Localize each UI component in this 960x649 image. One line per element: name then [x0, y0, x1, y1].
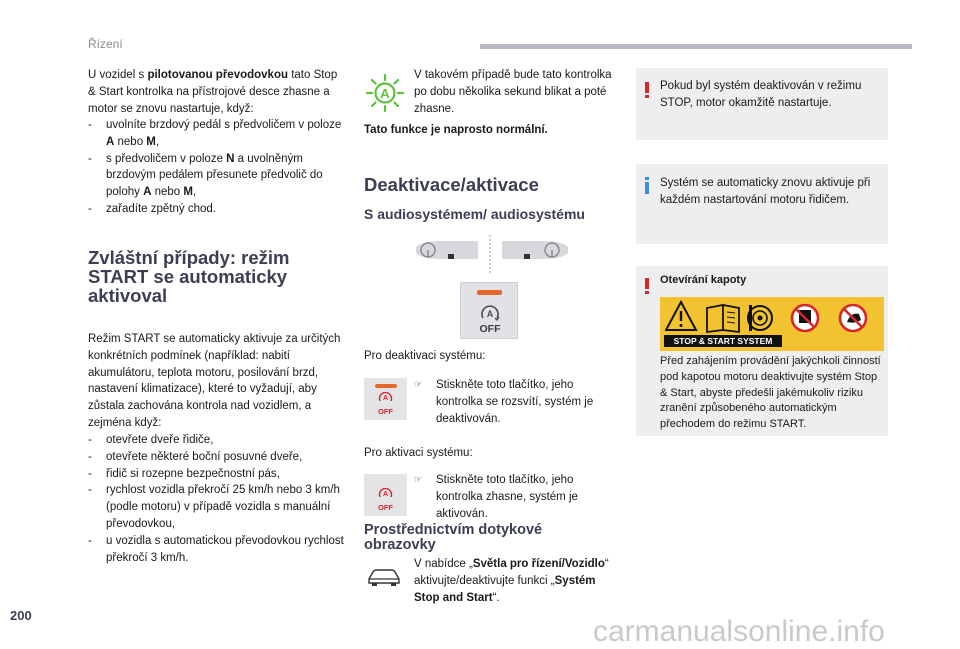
list-item: - s předvoličem v poloze N a uvolněným brzdovým pedálem přesunete předvolič do polohy A nebo M,: [88, 151, 343, 201]
bonnet-title: Otevírání kapoty: [660, 274, 747, 286]
start-mode-paragraph: Režim START se automaticky aktivuje za určitých konkrétních podmínek (například: nabití akumulátoru, teplota motoru, posilování brzd, nastavení klimatizace), které to vyžadují, aby zůstala zachována kontrola nad vozidlem, a zejména když:: [88, 333, 341, 429]
warning-box-bonnet: [636, 266, 888, 436]
touchscreen-instruction: V nabídce „Světla pro řízení/Vozidlo“ aktivujte/deaktivujte funkci „Systém Stop and Start“.: [414, 558, 609, 604]
page-number: 200: [10, 608, 32, 623]
steering-wheel-controls-illustration: [412, 233, 572, 277]
list-item: - u vozidla s automatickou převodovkou rychlost překročí 3 km/h.: [88, 533, 345, 567]
release-conditions-list: [88, 117, 343, 218]
section-title: Řízení: [88, 37, 123, 51]
info-box-auto-reactivation: Systém se automaticky znovu aktivuje při každém nastartování motoru řidičem.: [636, 164, 888, 244]
a-off-button-icon: [460, 282, 518, 339]
svg-text:A: A: [380, 86, 390, 101]
stop-start-a-icon: [364, 72, 406, 112]
car-touchscreen-icon: [366, 565, 402, 587]
bullet-arrow-icon: ☞: [414, 475, 423, 485]
list-item: - uvolníte brzdový pedál s předvoličem v poloze A nebo M,: [88, 117, 343, 151]
svg-text:A: A: [382, 491, 389, 498]
list-item: - otevřete dveře řidiče,: [88, 432, 345, 449]
list-item: - řidič si rozepne bezpečnostní pás,: [88, 466, 345, 483]
svg-text:A: A: [486, 309, 494, 319]
a-off-button-icon: A OFF: [364, 378, 407, 420]
list-item: - zařadíte zpětný chod.: [88, 201, 343, 218]
bullet-arrow-icon: ☞: [414, 380, 423, 390]
normal-function-note: Tato funkce je naprosto normální.: [364, 124, 548, 136]
start-conditions-list: [88, 432, 345, 566]
warning-icon: [645, 82, 650, 98]
bonnet-instruction: Před zahájením provádění jakýchkoli činností pod kapotou motoru deaktivujte systém Stop & Start, abyste předešli jakémukoliv riziku zranění způsobeného automatickým přechodem do režimu START.: [660, 355, 881, 431]
list-item: - rychlost vozidla překročí 25 km/h nebo 3 km/h (podle motoru) v případě vozidla s manuální převodovkou,: [88, 482, 345, 532]
list-item: - otevřete některé boční posuvné dveře,: [88, 449, 345, 466]
blink-text: V takovém případě bude tato kontrolka po dobu několika sekund blikat a poté zhasne.: [414, 69, 612, 115]
deactivation-intro: Pro deaktivaci systému:: [364, 350, 486, 362]
audio-subheading: S audiosystémem/ audiosystému: [364, 206, 585, 222]
watermark: carmanualsonline.info: [593, 615, 885, 648]
svg-text:A: A: [382, 395, 389, 402]
deactivation-heading: Deaktivace/aktivace: [364, 174, 539, 195]
activation-instruction: ☞ Stiskněte toto tlačítko, jeho kontrolka zhasne, systém je aktivován.: [414, 474, 578, 520]
warning-icon: [645, 278, 650, 294]
a-off-button-icon: A OFF: [364, 474, 407, 516]
warning-box-stop-mode: Pokud byl systém deaktivován v režimu STOP, motor okamžitě nastartuje.: [636, 68, 888, 140]
intro-paragraph: U vozidel s pilotovanou převodovkou tato Stop & Start kontrolka na přístrojové desce zhasne a motor se znovu nastartuje, když:: [88, 69, 338, 115]
header-rule: [480, 44, 912, 49]
activation-intro: Pro aktivaci systému:: [364, 447, 473, 459]
deactivation-instruction: ☞ Stiskněte toto tlačítko, jeho kontrolka se rozsvítí, systém je deaktivován.: [414, 379, 594, 425]
off-label: OFF: [479, 323, 501, 335]
info-icon: [645, 177, 650, 194]
stop-start-label-illustration: [660, 297, 884, 351]
touchscreen-heading: Prostřednictvím dotykové obrazovky: [364, 522, 543, 553]
special-cases-heading: Zvláštní případy: režim START se automaticky aktivoval: [88, 247, 290, 306]
stop-start-banner: STOP & START SYSTEM: [664, 335, 782, 347]
